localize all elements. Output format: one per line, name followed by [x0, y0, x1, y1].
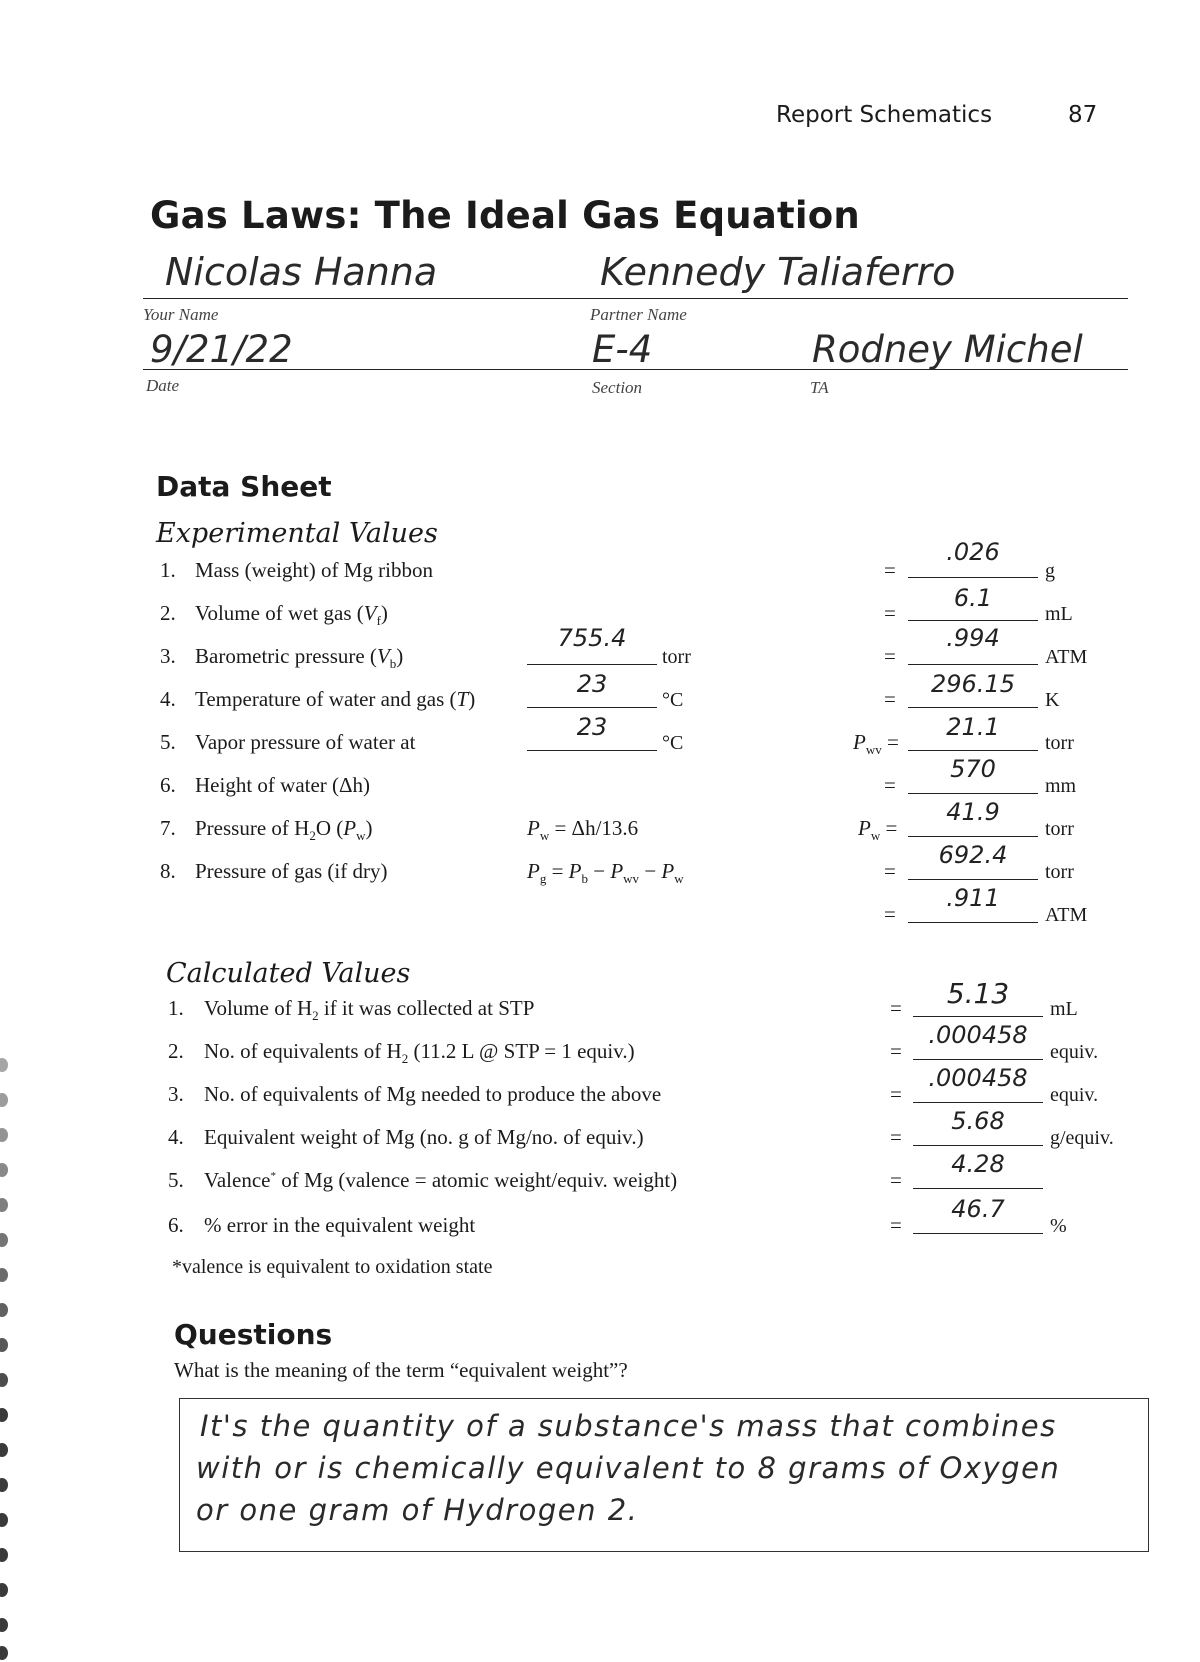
calc-num: 2. [168, 1039, 184, 1063]
calc-value: .000458 [928, 1064, 1028, 1092]
name-line [143, 298, 1128, 299]
calc-label: Volume of $H_2$ if it was collected at STP [204, 996, 535, 1024]
exp-unit: ATM [1045, 904, 1088, 926]
exp-value: .994 [946, 624, 1000, 652]
exp-formula: $P_g = P_b - P_{wv} - P_w$ [527, 859, 684, 887]
exp-value: 21.1 [946, 713, 1000, 741]
calc-blank [913, 1145, 1043, 1146]
binding-hole [0, 1548, 8, 1562]
exp-value: 570 [950, 755, 996, 783]
binding-hole [0, 1058, 8, 1072]
your-name-label: Your Name [143, 305, 219, 324]
calc-blank [913, 1059, 1043, 1060]
running-header: Report Schematics [776, 102, 993, 128]
calc-blank [913, 1233, 1043, 1234]
exp-unit: mL [1045, 603, 1073, 625]
calc-blank [913, 1102, 1043, 1103]
binding-hole [0, 1583, 8, 1597]
section-label: Section [592, 378, 643, 397]
calc-prefix: = [890, 1125, 902, 1149]
calc-label: % error in the equivalent weight [204, 1213, 476, 1237]
exp-prefix: = [884, 687, 896, 711]
binding-hole [0, 1478, 8, 1492]
exp-value: 296.15 [931, 670, 1015, 698]
exp-label: Pressure of $H_2O$ $(P_w)$ [195, 816, 373, 844]
footnote: *valence is equivalent to oxidation state [172, 1256, 493, 1278]
date-line [143, 369, 1128, 370]
exp-value: 6.1 [953, 584, 993, 612]
exp-label: Volume of wet gas $(V_f)$ [195, 601, 388, 629]
exp-blank [908, 707, 1038, 708]
exp-label: Mass (weight) of Mg ribbon [195, 558, 433, 582]
exp-prefix: = [884, 859, 896, 883]
exp-mid-value: 23 [576, 713, 608, 741]
calc-unit: equiv. [1050, 1084, 1099, 1106]
calc-value: 5.68 [951, 1107, 1005, 1135]
calc-label: No. of equivalents of $H_2$ (11.2 L @ STP = 1 equiv.) [204, 1039, 635, 1067]
calc-blank [913, 1016, 1043, 1017]
exp-mid-unit: °C [662, 689, 684, 711]
calc-num: 4. [168, 1125, 184, 1149]
exp-mid-blank [527, 707, 657, 708]
binding-hole [0, 1618, 8, 1632]
partner-name-value: Kennedy Taliaferro [600, 250, 956, 294]
calc-value: .000458 [928, 1021, 1028, 1049]
exp-num: 6. [160, 773, 176, 797]
calc-num: 5. [168, 1168, 184, 1192]
calc-prefix: = [890, 996, 902, 1020]
exp-num: 5. [160, 730, 176, 754]
exp-mid-value: 755.4 [557, 624, 627, 652]
exp-blank [908, 620, 1038, 621]
exp-prefix: = [884, 601, 896, 625]
exp-prefix: $P_w$ = [858, 816, 898, 844]
calc-unit: mL [1050, 998, 1078, 1020]
binding-hole [0, 1128, 8, 1142]
answer-line: It's the quantity of a substance's mass that combines [200, 1409, 1057, 1443]
your-name-value: Nicolas Hanna [165, 250, 438, 294]
questions-heading: Questions [174, 1318, 333, 1351]
calculated-heading: Calculated Values [166, 958, 411, 989]
binding-hole [0, 1408, 8, 1422]
exp-value: .911 [946, 884, 1000, 912]
page-number: 87 [1068, 102, 1098, 128]
exp-value: 41.9 [946, 798, 1000, 826]
exp-num: 1. [160, 558, 176, 582]
exp-formula: $P_w = \Delta h/13.6$ [527, 816, 639, 844]
calc-value: 46.7 [951, 1195, 1005, 1223]
ta-value: Rodney Michel [812, 328, 1083, 371]
date-value: 9/21/22 [150, 328, 293, 371]
exp-num: 2. [160, 601, 176, 625]
calc-num: 3. [168, 1082, 184, 1106]
exp-blank [908, 793, 1038, 794]
binding-hole [0, 1303, 8, 1317]
exp-unit: K [1045, 689, 1060, 711]
exp-prefix: = [884, 644, 896, 668]
binding-hole [0, 1093, 8, 1107]
exp-num: 4. [160, 687, 176, 711]
exp-unit: mm [1045, 775, 1077, 797]
exp-label: Barometric pressure $(V_b)$ [195, 644, 404, 672]
exp-num: 7. [160, 816, 176, 840]
answer-line: or one gram of Hydrogen 2. [196, 1493, 639, 1527]
exp-blank [908, 922, 1038, 923]
calc-prefix: = [890, 1039, 902, 1063]
exp-prefix: = [884, 902, 896, 926]
binding-hole [0, 1268, 8, 1282]
exp-mid-unit: torr [662, 646, 691, 668]
exp-blank [908, 836, 1038, 837]
binding-hole [0, 1513, 8, 1527]
exp-unit: torr [1045, 818, 1074, 840]
calc-label: No. of equivalents of Mg needed to produce the above [204, 1082, 662, 1106]
exp-blank [908, 750, 1038, 751]
exp-label: Vapor pressure of water at [195, 730, 416, 754]
exp-blank [908, 879, 1038, 880]
section-value: E-4 [592, 328, 653, 371]
binding-hole [0, 1373, 8, 1387]
calc-prefix: = [890, 1082, 902, 1106]
calc-num: 6. [168, 1213, 184, 1237]
page-title: Gas Laws: The Ideal Gas Equation [150, 194, 860, 237]
answer-box[interactable] [179, 1398, 1149, 1552]
answer-line: with or is chemically equivalent to 8 grams of Oxygen [196, 1451, 1061, 1485]
binding-hole [0, 1198, 8, 1212]
calc-label: Equivalent weight of Mg (no. g of Mg/no. of equiv.) [204, 1125, 644, 1149]
binding-hole [0, 1443, 8, 1457]
exp-blank [908, 664, 1038, 665]
exp-mid-blank [527, 750, 657, 751]
calc-num: 1. [168, 996, 184, 1020]
binding-hole [0, 1233, 8, 1247]
question-text: What is the meaning of the term “equivalent weight”? [174, 1358, 628, 1382]
calc-unit: % [1050, 1215, 1067, 1237]
partner-name-label: Partner Name [590, 305, 687, 324]
exp-unit: torr [1045, 861, 1074, 883]
calc-label: Valence* of Mg (valence = atomic weight/equiv. weight) [204, 1168, 678, 1192]
exp-value: 692.4 [938, 841, 1008, 869]
exp-label: Temperature of water and gas (T) [195, 687, 476, 711]
exp-blank [908, 577, 1038, 578]
exp-prefix: $P_{wv}$ = [853, 730, 899, 758]
binding-hole [0, 1338, 8, 1352]
exp-unit: ATM [1045, 646, 1088, 668]
calc-prefix: = [890, 1168, 902, 1192]
exp-prefix: = [884, 558, 896, 582]
calc-unit: g/equiv. [1050, 1127, 1114, 1149]
ta-label: TA [810, 378, 829, 397]
exp-unit: g [1045, 560, 1055, 582]
data-sheet-heading: Data Sheet [156, 470, 332, 503]
exp-num: 3. [160, 644, 176, 668]
exp-mid-blank [527, 664, 657, 665]
exp-value: .026 [946, 538, 1000, 566]
exp-label: Height of water (Δh) [195, 773, 371, 797]
exp-unit: torr [1045, 732, 1074, 754]
calc-prefix: = [890, 1213, 902, 1237]
exp-mid-value: 23 [576, 670, 608, 698]
date-label: Date [146, 376, 180, 395]
calc-unit: equiv. [1050, 1041, 1099, 1063]
binding-hole [0, 1163, 8, 1177]
exp-label: Pressure of gas (if dry) [195, 859, 388, 883]
experimental-heading: Experimental Values [156, 518, 438, 549]
calc-value: 4.28 [951, 1150, 1005, 1178]
exp-num: 8. [160, 859, 176, 883]
exp-prefix: = [884, 773, 896, 797]
exp-mid-unit: °C [662, 732, 684, 754]
binding-hole [0, 1646, 8, 1660]
calc-blank [913, 1188, 1043, 1189]
calc-value: 5.13 [946, 977, 1010, 1010]
